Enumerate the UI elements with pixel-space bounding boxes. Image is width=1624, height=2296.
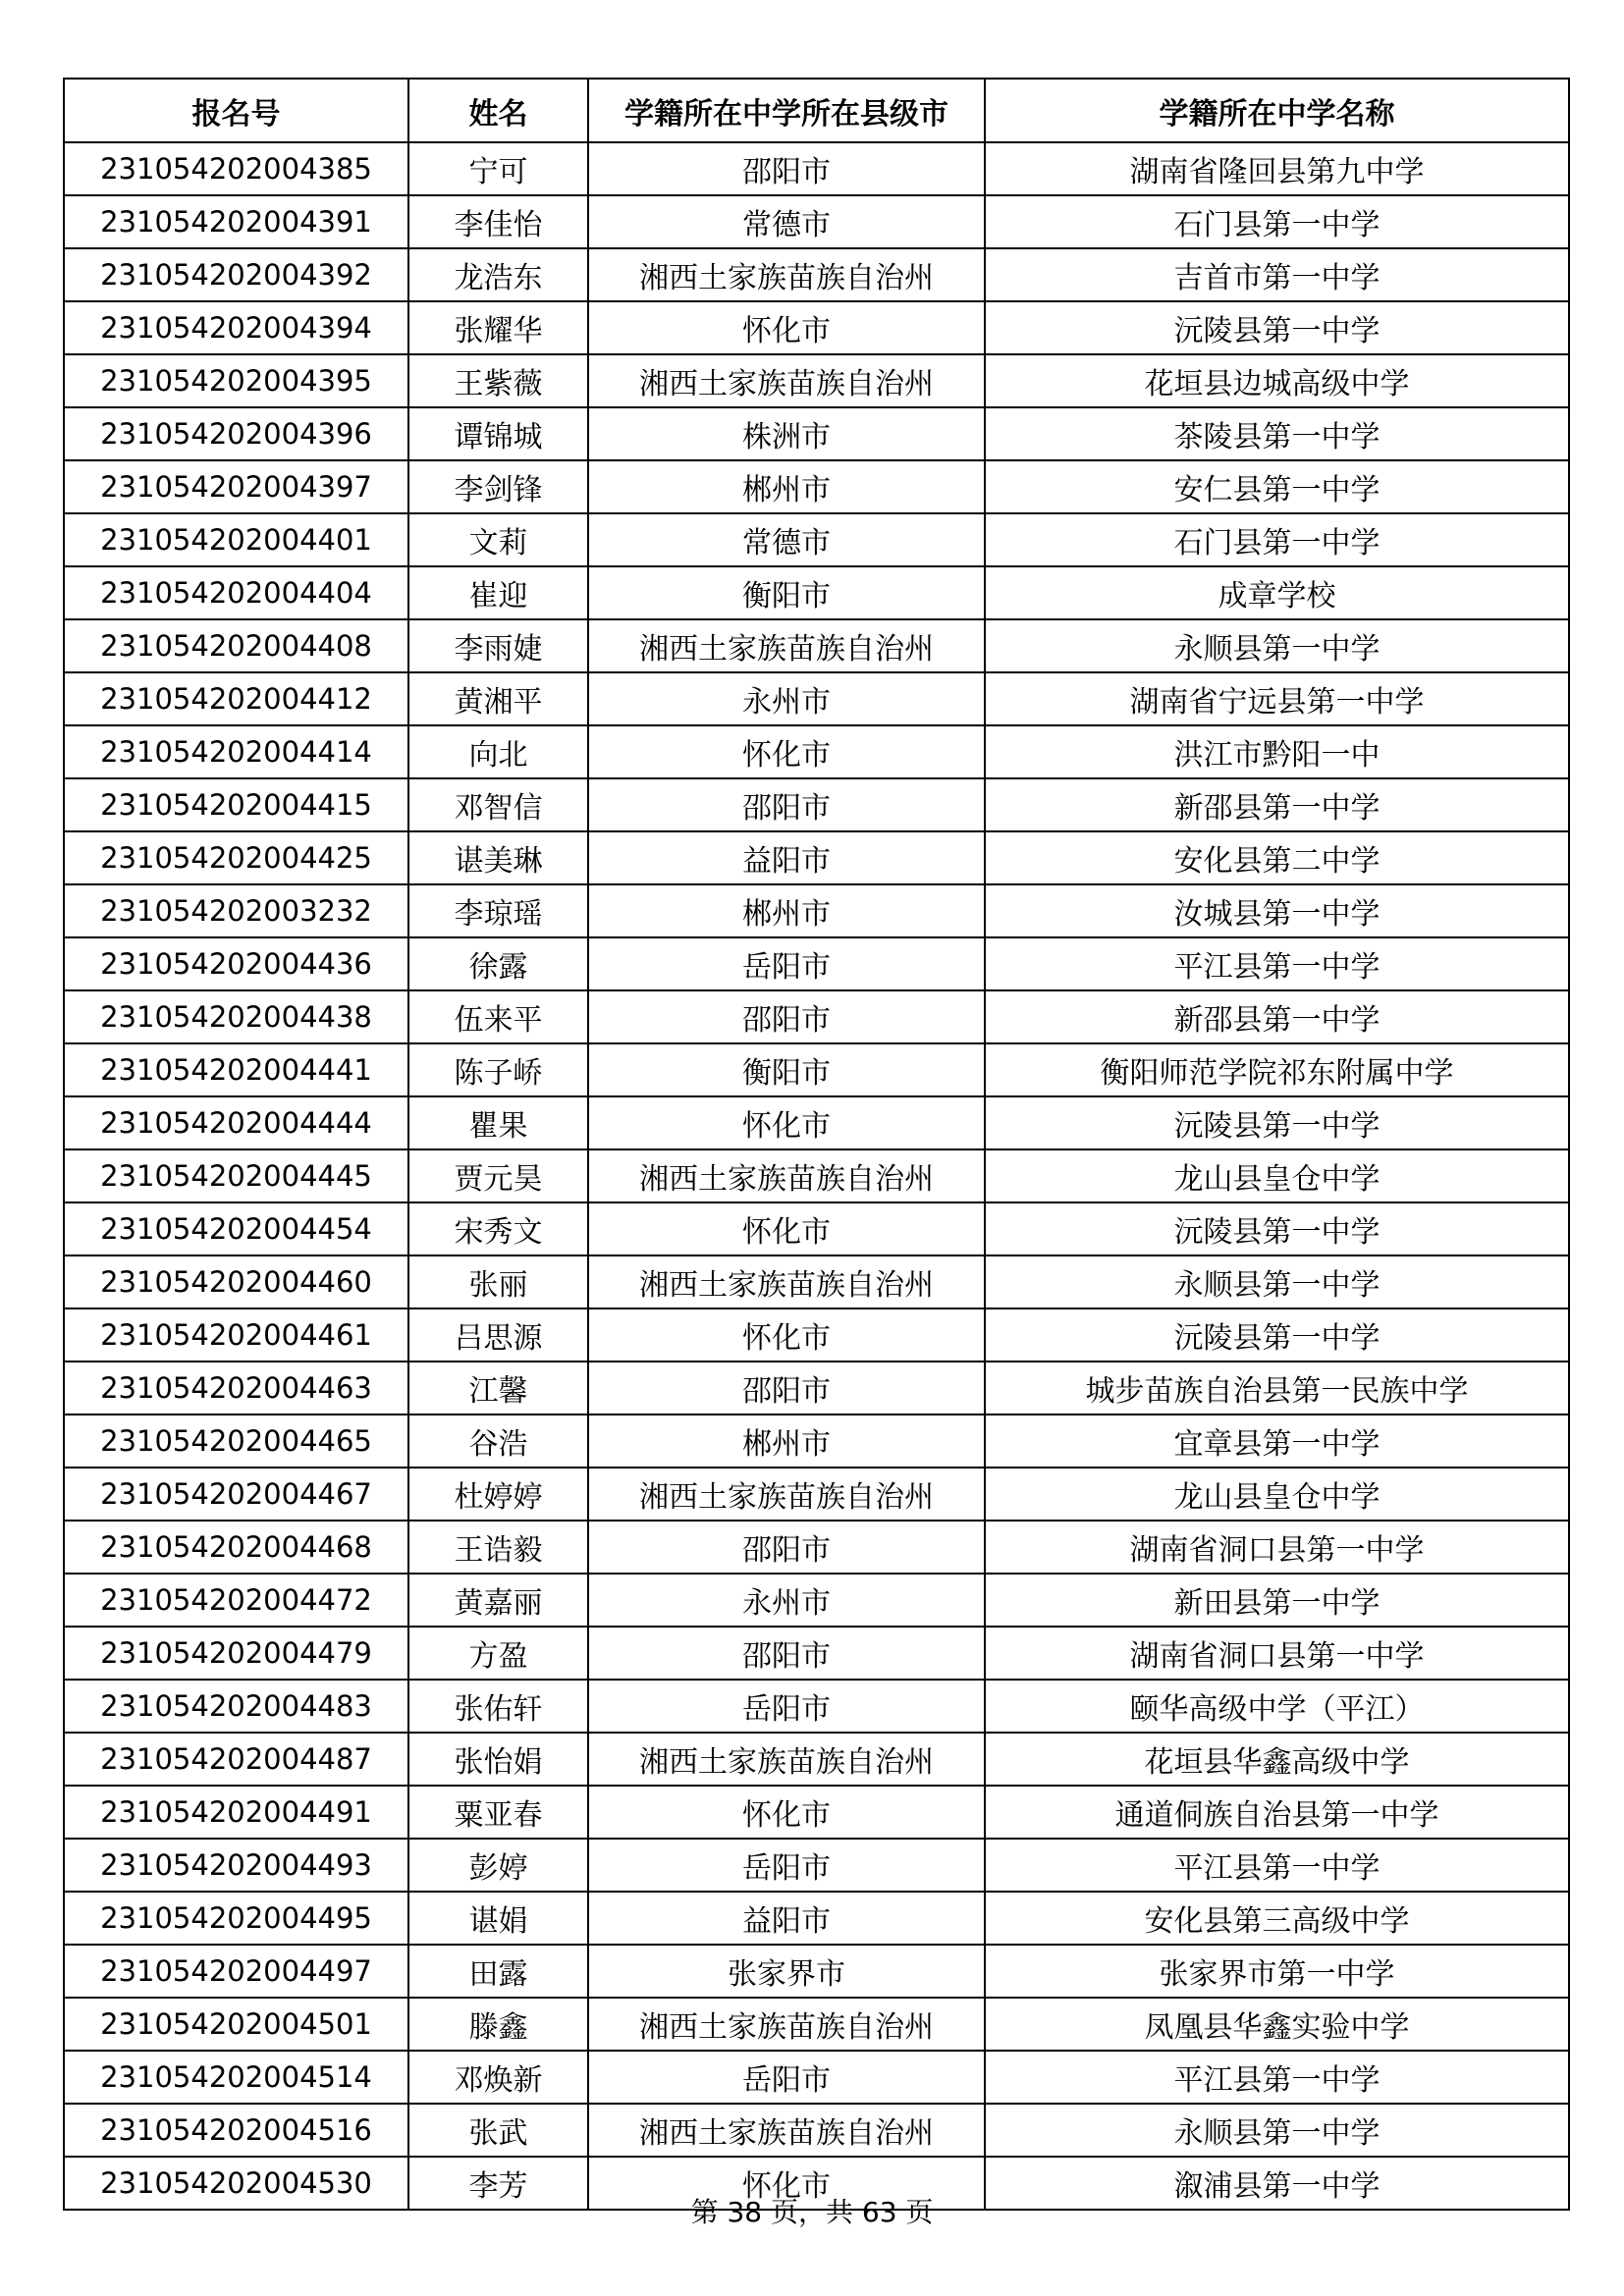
table-row: [64, 248, 1569, 301]
header-school-name: 学籍所在中学名称: [985, 79, 1569, 142]
table-row: [64, 566, 1569, 619]
cell-county-city: 郴州市: [588, 460, 985, 513]
table-row: [64, 1574, 1569, 1627]
cell-county-city: 湘西土家族苗族自治州: [588, 2104, 985, 2157]
table-row: [64, 1786, 1569, 1839]
cell-county-city: 邵阳市: [588, 142, 985, 195]
cell-school-name: 永顺县第一中学: [985, 619, 1569, 672]
cell-county-city: 永州市: [588, 672, 985, 725]
cell-registration-number: 231054202004412: [64, 672, 408, 725]
cell-name: 伍来平: [408, 990, 588, 1043]
cell-registration-number: 231054202004385: [64, 142, 408, 195]
cell-school-name: 湖南省隆回县第九中学: [985, 142, 1569, 195]
cell-registration-number: 231054202004497: [64, 1945, 408, 1998]
cell-name: 吕思源: [408, 1308, 588, 1362]
cell-county-city: 怀化市: [588, 1202, 985, 1255]
cell-school-name: 龙山县皇仓中学: [985, 1149, 1569, 1202]
table-row: [64, 1521, 1569, 1574]
cell-registration-number: 231054202004444: [64, 1096, 408, 1149]
cell-school-name: 平江县第一中学: [985, 2051, 1569, 2104]
cell-registration-number: 231054202004436: [64, 937, 408, 990]
cell-school-name: 花垣县边城高级中学: [985, 354, 1569, 407]
cell-county-city: 永州市: [588, 1574, 985, 1627]
cell-school-name: 新邵县第一中学: [985, 778, 1569, 831]
cell-name: 龙浩东: [408, 248, 588, 301]
cell-county-city: 湘西土家族苗族自治州: [588, 1468, 985, 1521]
cell-name: 黄湘平: [408, 672, 588, 725]
cell-name: 彭婷: [408, 1839, 588, 1892]
cell-county-city: 湘西土家族苗族自治州: [588, 1998, 985, 2051]
cell-registration-number: 231054202004472: [64, 1574, 408, 1627]
cell-registration-number: 231054202004463: [64, 1362, 408, 1415]
cell-name: 黄嘉丽: [408, 1574, 588, 1627]
table-row: [64, 1308, 1569, 1362]
cell-name: 邓智信: [408, 778, 588, 831]
table-row: [64, 1945, 1569, 1998]
cell-county-city: 怀化市: [588, 2157, 985, 2210]
applicant-table: [63, 78, 1570, 2211]
cell-county-city: 岳阳市: [588, 2051, 985, 2104]
cell-name: 李芳: [408, 2157, 588, 2210]
cell-county-city: 常德市: [588, 513, 985, 566]
cell-school-name: 新邵县第一中学: [985, 990, 1569, 1043]
cell-school-name: 安化县第三高级中学: [985, 1892, 1569, 1945]
cell-school-name: 永顺县第一中学: [985, 1255, 1569, 1308]
cell-name: 贾元昊: [408, 1149, 588, 1202]
cell-county-city: 怀化市: [588, 1308, 985, 1362]
cell-name: 李剑锋: [408, 460, 588, 513]
cell-county-city: 郴州市: [588, 1415, 985, 1468]
table-row: [64, 460, 1569, 513]
cell-registration-number: 231054202004404: [64, 566, 408, 619]
cell-school-name: 新田县第一中学: [985, 1574, 1569, 1627]
cell-county-city: 湘西土家族苗族自治州: [588, 619, 985, 672]
cell-county-city: 湘西土家族苗族自治州: [588, 1733, 985, 1786]
cell-registration-number: 231054202004397: [64, 460, 408, 513]
table-row: [64, 301, 1569, 354]
cell-name: 滕鑫: [408, 1998, 588, 2051]
cell-school-name: 湖南省洞口县第一中学: [985, 1521, 1569, 1574]
table-row: [64, 1892, 1569, 1945]
cell-county-city: 张家界市: [588, 1945, 985, 1998]
cell-registration-number: 231054202004516: [64, 2104, 408, 2157]
cell-registration-number: 231054202004394: [64, 301, 408, 354]
table-row: [64, 1998, 1569, 2051]
cell-name: 谌美琳: [408, 831, 588, 884]
cell-name: 李琼瑶: [408, 884, 588, 937]
cell-county-city: 怀化市: [588, 1786, 985, 1839]
table-row: [64, 1733, 1569, 1786]
table-row: [64, 2104, 1569, 2157]
cell-registration-number: 231054202004487: [64, 1733, 408, 1786]
cell-name: 李佳怡: [408, 195, 588, 248]
cell-registration-number: 231054202004396: [64, 407, 408, 460]
table-row: [64, 513, 1569, 566]
cell-name: 瞿果: [408, 1096, 588, 1149]
table-row: [64, 1149, 1569, 1202]
cell-school-name: 永顺县第一中学: [985, 2104, 1569, 2157]
cell-school-name: 湖南省洞口县第一中学: [985, 1627, 1569, 1680]
table-row: [64, 142, 1569, 195]
cell-county-city: 益阳市: [588, 831, 985, 884]
cell-county-city: 湘西土家族苗族自治州: [588, 354, 985, 407]
cell-name: 杜婷婷: [408, 1468, 588, 1521]
cell-name: 王紫薇: [408, 354, 588, 407]
cell-school-name: 沅陵县第一中学: [985, 1308, 1569, 1362]
cell-school-name: 花垣县华鑫高级中学: [985, 1733, 1569, 1786]
cell-school-name: 安化县第二中学: [985, 831, 1569, 884]
table-row: [64, 1839, 1569, 1892]
cell-registration-number: 231054202004501: [64, 1998, 408, 2051]
cell-school-name: 安仁县第一中学: [985, 460, 1569, 513]
cell-registration-number: 231054202004395: [64, 354, 408, 407]
cell-name: 张佑轩: [408, 1680, 588, 1733]
cell-name: 张武: [408, 2104, 588, 2157]
cell-county-city: 邵阳市: [588, 778, 985, 831]
table-row: [64, 1468, 1569, 1521]
cell-registration-number: 231054202004391: [64, 195, 408, 248]
table-row: [64, 1627, 1569, 1680]
cell-name: 谷浩: [408, 1415, 588, 1468]
cell-school-name: 沅陵县第一中学: [985, 1096, 1569, 1149]
cell-registration-number: 231054202004479: [64, 1627, 408, 1680]
cell-school-name: 石门县第一中学: [985, 513, 1569, 566]
cell-name: 李雨婕: [408, 619, 588, 672]
cell-registration-number: 231054202004514: [64, 2051, 408, 2104]
cell-school-name: 龙山县皇仓中学: [985, 1468, 1569, 1521]
cell-school-name: 凤凰县华鑫实验中学: [985, 1998, 1569, 2051]
cell-county-city: 邵阳市: [588, 1627, 985, 1680]
cell-name: 田露: [408, 1945, 588, 1998]
cell-name: 文莉: [408, 513, 588, 566]
cell-registration-number: 231054202004491: [64, 1786, 408, 1839]
header-name: 姓名: [408, 79, 588, 142]
cell-school-name: 城步苗族自治县第一民族中学: [985, 1362, 1569, 1415]
cell-school-name: 湖南省宁远县第一中学: [985, 672, 1569, 725]
cell-registration-number: 231054202004468: [64, 1521, 408, 1574]
cell-registration-number: 231054202004465: [64, 1415, 408, 1468]
cell-name: 宁可: [408, 142, 588, 195]
cell-school-name: 张家界市第一中学: [985, 1945, 1569, 1998]
cell-registration-number: 231054202004425: [64, 831, 408, 884]
table-row: [64, 1362, 1569, 1415]
table-row: [64, 1043, 1569, 1096]
cell-registration-number: 231054202004461: [64, 1308, 408, 1362]
cell-registration-number: 231054202004401: [64, 513, 408, 566]
cell-name: 宋秀文: [408, 1202, 588, 1255]
cell-name: 方盈: [408, 1627, 588, 1680]
page-number: 第 38 页，共 63 页: [690, 2196, 934, 2228]
cell-county-city: 湘西土家族苗族自治州: [588, 1149, 985, 1202]
cell-registration-number: 231054202004493: [64, 1839, 408, 1892]
table-row: [64, 1415, 1569, 1468]
table-row: [64, 195, 1569, 248]
cell-name: 谭锦城: [408, 407, 588, 460]
cell-county-city: 郴州市: [588, 884, 985, 937]
table-row: [64, 990, 1569, 1043]
table-row: [64, 619, 1569, 672]
cell-registration-number: 231054202004495: [64, 1892, 408, 1945]
header-registration-number: 报名号: [64, 79, 408, 142]
cell-school-name: 茶陵县第一中学: [985, 407, 1569, 460]
cell-school-name: 通道侗族自治县第一中学: [985, 1786, 1569, 1839]
cell-county-city: 岳阳市: [588, 937, 985, 990]
cell-name: 张耀华: [408, 301, 588, 354]
cell-county-city: 邵阳市: [588, 1362, 985, 1415]
cell-name: 向北: [408, 725, 588, 778]
table-row: [64, 1202, 1569, 1255]
table-row: [64, 937, 1569, 990]
cell-school-name: 衡阳师范学院祁东附属中学: [985, 1043, 1569, 1096]
cell-registration-number: 231054202004414: [64, 725, 408, 778]
table-row: [64, 1096, 1569, 1149]
cell-county-city: 常德市: [588, 195, 985, 248]
cell-registration-number: 231054202004445: [64, 1149, 408, 1202]
cell-county-city: 岳阳市: [588, 1680, 985, 1733]
cell-school-name: 沅陵县第一中学: [985, 301, 1569, 354]
cell-school-name: 吉首市第一中学: [985, 248, 1569, 301]
table-body: [64, 142, 1569, 2210]
cell-county-city: 湘西土家族苗族自治州: [588, 1255, 985, 1308]
table-row: [64, 778, 1569, 831]
cell-name: 粟亚春: [408, 1786, 588, 1839]
cell-county-city: 益阳市: [588, 1892, 985, 1945]
cell-county-city: 邵阳市: [588, 1521, 985, 1574]
cell-registration-number: 231054202004530: [64, 2157, 408, 2210]
cell-school-name: 洪江市黔阳一中: [985, 725, 1569, 778]
cell-county-city: 衡阳市: [588, 566, 985, 619]
cell-school-name: 平江县第一中学: [985, 937, 1569, 990]
table-header-row: [64, 79, 1569, 142]
table-row: [64, 831, 1569, 884]
cell-county-city: 株洲市: [588, 407, 985, 460]
cell-name: 陈子峤: [408, 1043, 588, 1096]
cell-name: 江馨: [408, 1362, 588, 1415]
table-row: [64, 354, 1569, 407]
header-county-city: 学籍所在中学所在县级市: [588, 79, 985, 142]
table-row: [64, 725, 1569, 778]
cell-school-name: 成章学校: [985, 566, 1569, 619]
cell-school-name: 石门县第一中学: [985, 195, 1569, 248]
cell-name: 张丽: [408, 1255, 588, 1308]
cell-county-city: 怀化市: [588, 1096, 985, 1149]
cell-name: 谌娟: [408, 1892, 588, 1945]
cell-name: 张怡娟: [408, 1733, 588, 1786]
table-row: [64, 1680, 1569, 1733]
cell-name: 邓焕新: [408, 2051, 588, 2104]
cell-county-city: 岳阳市: [588, 1839, 985, 1892]
table-row: [64, 884, 1569, 937]
cell-school-name: 汝城县第一中学: [985, 884, 1569, 937]
cell-registration-number: 231054202004454: [64, 1202, 408, 1255]
cell-name: 徐露: [408, 937, 588, 990]
table-row: [64, 672, 1569, 725]
cell-name: 崔迎: [408, 566, 588, 619]
table-row: [64, 407, 1569, 460]
table-row: [64, 2051, 1569, 2104]
cell-registration-number: 231054202004483: [64, 1680, 408, 1733]
cell-school-name: 颐华高级中学（平江）: [985, 1680, 1569, 1733]
cell-registration-number: 231054202004467: [64, 1468, 408, 1521]
cell-county-city: 湘西土家族苗族自治州: [588, 248, 985, 301]
cell-registration-number: 231054202004438: [64, 990, 408, 1043]
cell-school-name: 平江县第一中学: [985, 1839, 1569, 1892]
cell-registration-number: 231054202004441: [64, 1043, 408, 1096]
cell-county-city: 邵阳市: [588, 990, 985, 1043]
cell-registration-number: 231054202004392: [64, 248, 408, 301]
cell-name: 王诰毅: [408, 1521, 588, 1574]
cell-county-city: 怀化市: [588, 725, 985, 778]
cell-registration-number: 231054202004408: [64, 619, 408, 672]
cell-school-name: 溆浦县第一中学: [985, 2157, 1569, 2210]
cell-registration-number: 231054202003232: [64, 884, 408, 937]
table-row: [64, 1255, 1569, 1308]
cell-registration-number: 231054202004460: [64, 1255, 408, 1308]
cell-registration-number: 231054202004415: [64, 778, 408, 831]
cell-school-name: 沅陵县第一中学: [985, 1202, 1569, 1255]
cell-county-city: 衡阳市: [588, 1043, 985, 1096]
cell-county-city: 怀化市: [588, 301, 985, 354]
cell-school-name: 宜章县第一中学: [985, 1415, 1569, 1468]
